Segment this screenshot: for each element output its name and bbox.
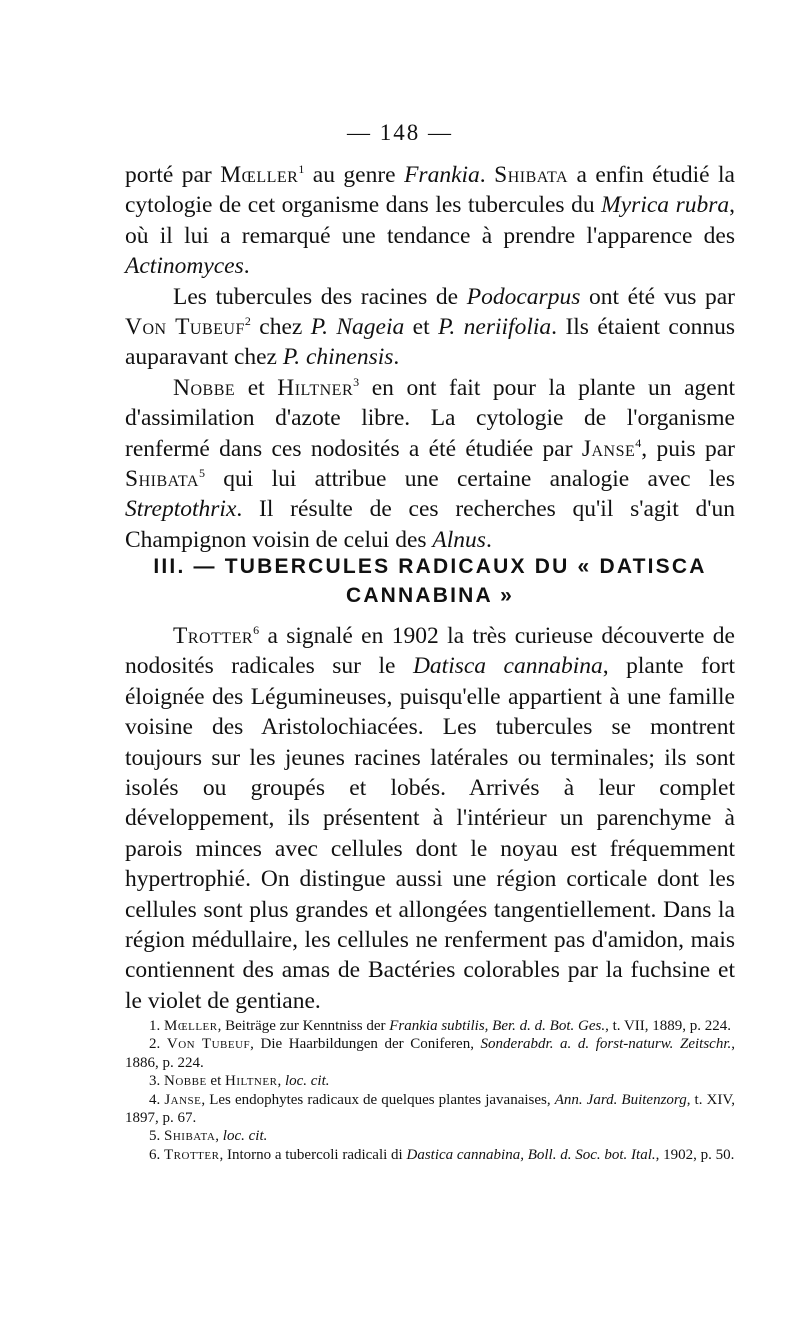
taxon-name: Actinomyces [125,253,244,280]
footnote-ref: 3 [353,374,360,389]
taxon-name: Frankia [404,162,480,188]
text-run: chez [250,314,311,341]
paragraph-2 [125,282,735,373]
text-run: , où il lui a remarqué une tendance à prendre l'apparence des [125,192,736,249]
text-run: a signalé en 1902 la très curieuse découverte de nodosités radicales sur le [125,623,735,680]
author-name: Hiltner [225,1073,278,1090]
footnote-number: 2. [149,1036,161,1053]
author-name: Janse [164,1091,202,1108]
section-heading [125,552,735,610]
taxon-name: Datisca cannabina [412,653,603,680]
author-name: Shibata [494,162,569,188]
taxon-name: Alnus [432,526,486,553]
taxon-name: P. chinensis [282,344,394,371]
author-name: Trotter [164,1146,220,1163]
text-run: Les tubercules des racines de [173,283,467,310]
footnote-number: 3. [149,1073,161,1090]
taxon-name: P. neriifolia [438,314,552,341]
author-name: Hiltner [277,374,354,401]
text-run: , puis par [641,435,735,462]
taxon-name: Myrica rubra [601,192,730,219]
text-run: . Il résulte de ces recherches qu'il s'agit d'un Champignon voisin de celui des [125,496,735,553]
author-name: Mœller [164,1018,218,1034]
text-run: , Les endophytes radicaux de quelques plantes javanaises, [201,1091,555,1108]
text-run: , t. XIV, 1897, p. 67. [125,1091,736,1127]
main-text [125,160,735,555]
text-run: en ont fait pour la plante un agent d'assimilation d'azote libre. La cytologie de l'organisme renfermé dans ces nodosités a été étudiée par [125,374,735,462]
citation-italic: Frankia subtilis, Ber. d. d. Bot. Ges. [389,1018,606,1034]
footnote-5 [125,1127,735,1145]
footnote-1 [125,1017,735,1035]
footnote-ref: 6 [253,623,260,637]
taxon-name: P. Nageia [310,314,405,341]
text-run: . Ils étaient connus auparavant chez [125,314,735,371]
section-heading-line-1: III. — TUBERCULES RADICAUX DU « DATISCA [153,555,707,578]
text-run: , plante fort éloignée des Légumineuses, puisqu'elle appartient à une famille voisine des Aristolochiacées. Les tubercules se montrent toujours sur les jeunes racines latérales ou terminales; ils sont isolés ou groupés et lobés. Arrivés à leur complet développement, ils présentent à l'intérieur un parenchyme à parois minces avec cellules dont le noyau est fréquemment hypertrophié. On distingue aussi une région corticale dont les cellules sont plus grandes et allongées tangentiellement. Dans la région médullaire, les cellules ne renferment pas d'amidon, mais contiennent des amas de Bactéries colorables par la fuchsine et le violet de gentiane. [125,653,735,1014]
footnote-ref: 5 [198,466,205,481]
footnote-number: 1. [149,1018,161,1034]
footnotes [125,1017,735,1164]
page-number: — 148 — [347,120,453,145]
text-run: au genre [304,162,405,188]
text-run: , Intorno a tubercoli radicali di [219,1146,407,1163]
footnote-3: 3. Nobbe et Hiltner, loc. cit. [149,1073,330,1090]
text-run: porté par [125,162,221,188]
citation-italic: loc. cit. [222,1128,268,1145]
text-run: a enfin étudié la cytologie de cet organisme dans les tubercules du [125,162,735,219]
text-run: , Die Haarbildungen der Coniferen, [250,1036,481,1053]
paragraph-1 [125,160,735,282]
text-run: . [393,344,400,371]
footnote-4 [125,1091,735,1128]
taxon-name: Streptothrix [125,496,237,523]
citation-italic: Dastica cannabina, Boll. d. Soc. bot. Ital. [406,1146,656,1163]
footnote-number: 6. [149,1146,161,1163]
text-run: et [206,1073,225,1090]
author-name: Trotter [173,623,254,649]
author-name: Shibata [125,466,199,493]
section-text [125,621,735,1016]
author-name: Janse [581,435,636,462]
author-name: Von Tubeuf [125,314,245,341]
footnote-6 [125,1146,735,1164]
text-run: et [404,314,439,341]
text-run: . [243,253,250,280]
text-run: ont été vus par [580,283,735,310]
footnote-ref: 2 [244,314,251,329]
text-run: , t. VII, 1889, p. 224. [605,1018,732,1034]
footnote-2 [125,1035,735,1072]
footnote-ref: 4 [635,435,642,450]
text-run: , 1902, p. 50. [655,1146,735,1163]
taxon-name: Podocarpus [466,283,581,310]
footnote-ref: 1 [298,162,305,176]
citation-italic: Ann. Jard. Buitenzorg [554,1091,687,1108]
author-name: Mœller [220,162,299,188]
citation-italic: Sonderabdr. a. d. forst-naturw. Zeitschr. [480,1036,732,1053]
paragraph-4 [125,621,735,1016]
author-name: Nobbe [164,1073,207,1090]
footnote-number: 4. [149,1091,161,1108]
text-run: et [235,374,278,401]
author-name: Nobbe [173,374,236,401]
paragraph-3 [125,373,735,555]
text-run: , [215,1128,223,1145]
author-name: Shibata [164,1128,216,1145]
citation-italic: loc. cit. [284,1073,330,1090]
footnote-number: 5. [149,1128,161,1145]
text-run: , Beiträge zur Kenntniss der [217,1018,390,1034]
text-run: , 1886, p. 224. [125,1036,736,1071]
section-heading-line-2: CANNABINA » [345,584,515,607]
text-run: qui lui attribue une certaine analogie avec les [204,466,735,493]
text-run: . [479,162,495,188]
author-name: Von Tubeuf [166,1036,251,1053]
text-run: . [485,526,492,553]
